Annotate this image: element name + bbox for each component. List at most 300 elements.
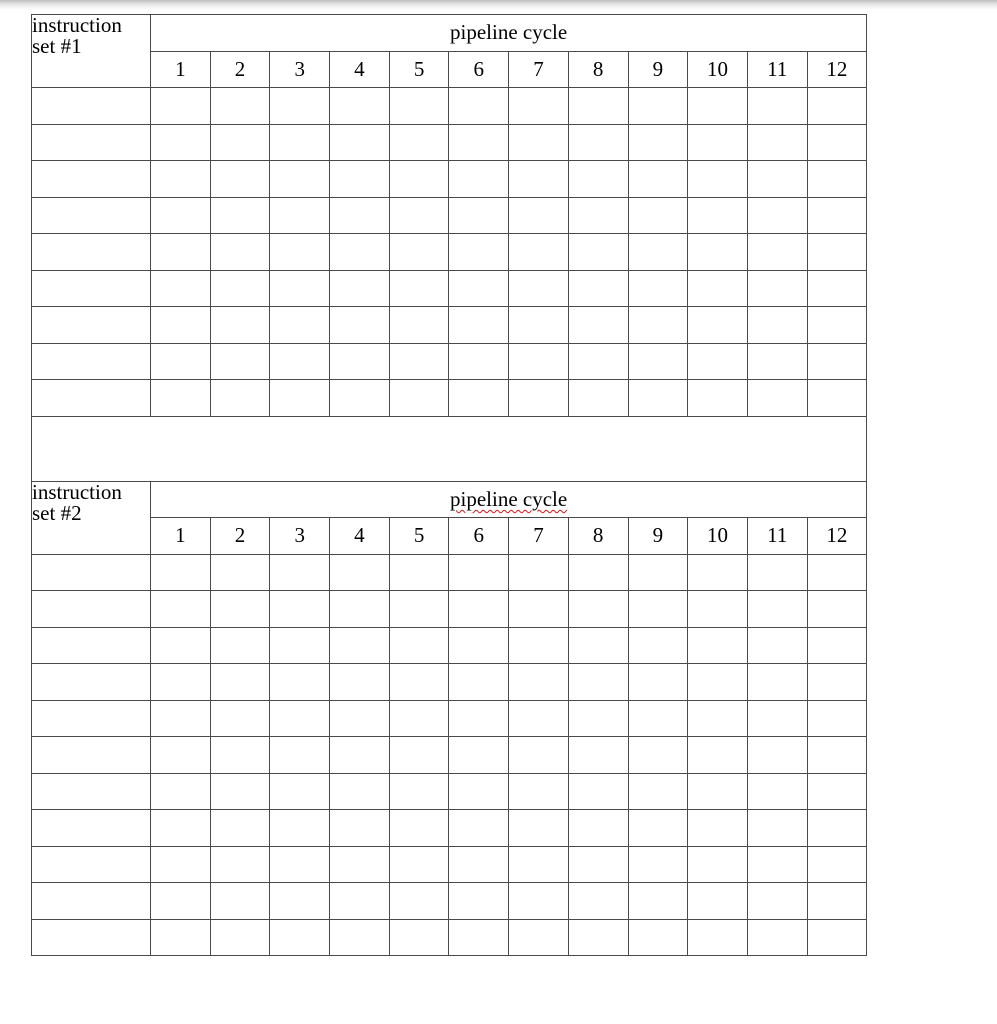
stage-cell[interactable] [449,234,509,271]
stage-cell[interactable] [628,554,688,591]
stage-cell[interactable] [210,554,270,591]
stage-cell[interactable] [568,846,628,883]
stage-cell[interactable] [509,161,569,198]
stage-cell[interactable] [628,919,688,956]
stage-cell[interactable] [210,737,270,774]
stage-cell[interactable] [389,270,449,307]
stage-cell[interactable] [151,883,211,920]
stage-cell[interactable] [449,773,509,810]
cycle-number-cell[interactable]: 3 [270,51,330,88]
stage-cell[interactable] [807,664,867,701]
stage-cell[interactable] [807,161,867,198]
stage-cell[interactable] [807,234,867,271]
stage-cell[interactable] [389,810,449,847]
instruction-cell[interactable] [32,554,151,591]
stage-cell[interactable] [389,737,449,774]
stage-cell[interactable] [151,700,211,737]
stage-cell[interactable] [747,846,807,883]
cycle-number-cell[interactable]: 5 [389,518,449,555]
stage-cell[interactable] [151,307,211,344]
stage-cell[interactable] [807,810,867,847]
stage-cell[interactable] [568,883,628,920]
instruction-cell[interactable] [32,737,151,774]
cycle-number-cell[interactable]: 8 [568,51,628,88]
stage-cell[interactable] [151,88,211,125]
stage-cell[interactable] [807,591,867,628]
stage-cell[interactable] [568,124,628,161]
stage-cell[interactable] [688,380,748,417]
stage-cell[interactable] [151,773,211,810]
set1-label-cell[interactable] [32,15,151,88]
stage-cell[interactable] [330,124,390,161]
stage-cell[interactable] [747,700,807,737]
stage-cell[interactable] [210,883,270,920]
stage-cell[interactable] [270,883,330,920]
instruction-cell[interactable] [32,270,151,307]
table-row [32,234,867,271]
stage-cell[interactable] [688,737,748,774]
stage-cell[interactable] [568,380,628,417]
stage-cell[interactable] [270,197,330,234]
stage-cell[interactable] [449,88,509,125]
stage-cell[interactable] [449,307,509,344]
stage-cell[interactable] [151,919,211,956]
stage-cell[interactable] [270,234,330,271]
stage-cell[interactable] [807,554,867,591]
stage-cell[interactable] [807,88,867,125]
stage-cell[interactable] [509,554,569,591]
stage-cell[interactable] [449,737,509,774]
stage-cell[interactable] [747,380,807,417]
stage-cell[interactable] [330,664,390,701]
cycle-number-cell[interactable]: 9 [628,51,688,88]
stage-cell[interactable] [807,700,867,737]
stage-cell[interactable] [747,270,807,307]
stage-cell[interactable] [389,88,449,125]
stage-cell[interactable] [688,88,748,125]
stage-cell[interactable] [628,380,688,417]
stage-cell[interactable] [688,773,748,810]
stage-cell[interactable] [330,197,390,234]
stage-cell[interactable] [330,234,390,271]
stage-cell[interactable] [807,307,867,344]
set2-label-cell[interactable] [32,481,151,554]
table-row [32,88,867,125]
stage-cell[interactable] [389,307,449,344]
stage-cell[interactable] [389,197,449,234]
stage-cell[interactable] [807,380,867,417]
stage-cell[interactable] [747,88,807,125]
stage-cell[interactable] [330,88,390,125]
stage-cell[interactable] [688,883,748,920]
stage-cell[interactable] [628,700,688,737]
stage-cell[interactable] [688,627,748,664]
stage-cell[interactable] [628,234,688,271]
stage-cell[interactable] [509,773,569,810]
stage-cell[interactable] [210,161,270,198]
stage-cell[interactable] [210,664,270,701]
stage-cell[interactable] [449,846,509,883]
stage-cell[interactable] [628,737,688,774]
stage-cell[interactable] [688,554,748,591]
stage-cell[interactable] [389,554,449,591]
stage-cell[interactable] [270,846,330,883]
stage-cell[interactable] [807,270,867,307]
cycle-number-cell[interactable]: 4 [330,51,390,88]
cycle-number-cell[interactable]: 11 [747,518,807,555]
stage-cell[interactable] [151,270,211,307]
instruction-cell[interactable] [32,700,151,737]
stage-cell[interactable] [568,197,628,234]
stage-cell[interactable] [151,161,211,198]
instruction-cell[interactable] [32,810,151,847]
stage-cell[interactable] [747,234,807,271]
stage-cell[interactable] [330,380,390,417]
cycle-number-cell[interactable]: 1 [151,518,211,555]
stage-cell[interactable] [628,270,688,307]
stage-cell[interactable] [628,161,688,198]
stage-cell[interactable] [151,124,211,161]
stage-cell[interactable] [449,197,509,234]
cycle-number-cell[interactable]: 5 [389,51,449,88]
stage-cell[interactable] [688,270,748,307]
stage-cell[interactable] [389,846,449,883]
stage-cell[interactable] [151,846,211,883]
instruction-cell[interactable] [32,773,151,810]
stage-cell[interactable] [688,846,748,883]
stage-cell[interactable] [330,700,390,737]
set2-label-line2: set #2 [32,500,82,525]
stage-cell[interactable] [688,591,748,628]
table-row [32,846,867,883]
stage-cell[interactable] [449,700,509,737]
stage-cell[interactable] [807,737,867,774]
stage-cell[interactable] [270,380,330,417]
instruction-cell[interactable] [32,380,151,417]
cycle-number-cell[interactable]: 10 [688,51,748,88]
stage-cell[interactable] [270,700,330,737]
stage-cell[interactable] [747,591,807,628]
stage-cell[interactable] [389,627,449,664]
stage-cell[interactable] [628,124,688,161]
stage-cell[interactable] [688,810,748,847]
stage-cell[interactable] [330,883,390,920]
stage-cell[interactable] [389,773,449,810]
stage-cell[interactable] [628,88,688,125]
stage-cell[interactable] [151,810,211,847]
stage-cell[interactable] [747,883,807,920]
stage-cell[interactable] [747,737,807,774]
set1-label-line1: instruction [32,14,122,37]
stage-cell[interactable] [151,343,211,380]
instruction-cell[interactable] [32,591,151,628]
stage-cell[interactable] [151,627,211,664]
instruction-cell[interactable] [32,664,151,701]
stage-cell[interactable] [270,124,330,161]
cycle-number-cell[interactable]: 2 [210,51,270,88]
stage-cell[interactable] [449,554,509,591]
stage-cell[interactable] [270,343,330,380]
stage-cell[interactable] [151,664,211,701]
stage-cell[interactable] [330,846,390,883]
stage-cell[interactable] [389,700,449,737]
stage-cell[interactable] [449,161,509,198]
stage-cell[interactable] [389,343,449,380]
stage-cell[interactable] [151,554,211,591]
instruction-cell[interactable] [32,343,151,380]
cycle-number-cell[interactable]: 8 [568,518,628,555]
stage-cell[interactable] [807,846,867,883]
table-row [32,161,867,198]
stage-cell[interactable] [509,591,569,628]
stage-cell[interactable] [807,627,867,664]
stage-cell[interactable] [210,700,270,737]
stage-cell[interactable] [151,591,211,628]
stage-cell[interactable] [389,124,449,161]
stage-cell[interactable] [568,554,628,591]
stage-cell[interactable] [210,234,270,271]
stage-cell[interactable] [270,591,330,628]
table-row [32,591,867,628]
stage-cell[interactable] [509,700,569,737]
stage-cell[interactable] [628,846,688,883]
stage-cell[interactable] [568,737,628,774]
stage-cell[interactable] [330,627,390,664]
cycle-number-cell[interactable]: 12 [807,518,867,555]
cycle-number-cell[interactable]: 6 [449,518,509,555]
stage-cell[interactable] [628,307,688,344]
stage-cell[interactable] [509,810,569,847]
stage-cell[interactable] [330,810,390,847]
stage-cell[interactable] [270,664,330,701]
cycle-number-cell[interactable]: 6 [449,51,509,88]
stage-cell[interactable] [449,883,509,920]
stage-cell[interactable] [509,307,569,344]
stage-cell[interactable] [270,88,330,125]
stage-cell[interactable] [449,343,509,380]
stage-cell[interactable] [688,919,748,956]
stage-cell[interactable] [628,883,688,920]
stage-cell[interactable] [151,197,211,234]
stage-cell[interactable] [509,234,569,271]
stage-cell[interactable] [330,737,390,774]
stage-cell[interactable] [210,627,270,664]
stage-cell[interactable] [509,883,569,920]
cycle-number-cell[interactable]: 11 [747,51,807,88]
stage-cell[interactable] [210,846,270,883]
instruction-cell[interactable] [32,197,151,234]
stage-cell[interactable] [210,270,270,307]
stage-cell[interactable] [330,591,390,628]
stage-cell[interactable] [509,124,569,161]
stage-cell[interactable] [628,664,688,701]
stage-cell[interactable] [151,234,211,271]
stage-cell[interactable] [270,737,330,774]
stage-cell[interactable] [210,307,270,344]
stage-cell[interactable] [628,773,688,810]
stage-cell[interactable] [568,161,628,198]
stage-cell[interactable] [568,773,628,810]
cycle-number-cell[interactable]: 10 [688,518,748,555]
stage-cell[interactable] [509,197,569,234]
stage-cell[interactable] [509,627,569,664]
stage-cell[interactable] [568,591,628,628]
stage-cell[interactable] [330,919,390,956]
stage-cell[interactable] [509,88,569,125]
table-row [32,773,867,810]
stage-cell[interactable] [210,88,270,125]
stage-cell[interactable] [807,883,867,920]
stage-cell[interactable] [210,773,270,810]
stage-cell[interactable] [807,919,867,956]
stage-cell[interactable] [270,773,330,810]
stage-cell[interactable] [449,270,509,307]
stage-cell[interactable] [330,773,390,810]
stage-cell[interactable] [389,380,449,417]
stage-cell[interactable] [210,343,270,380]
stage-cell[interactable] [270,161,330,198]
set2-title: pipeline cycle [450,486,568,511]
instruction-cell[interactable] [32,161,151,198]
stage-cell[interactable] [688,343,748,380]
stage-cell[interactable] [330,307,390,344]
stage-cell[interactable] [628,810,688,847]
stage-cell[interactable] [747,554,807,591]
stage-cell[interactable] [568,307,628,344]
stage-cell[interactable] [628,197,688,234]
stage-cell[interactable] [330,270,390,307]
stage-cell[interactable] [270,554,330,591]
stage-cell[interactable] [628,591,688,628]
instruction-cell[interactable] [32,919,151,956]
stage-cell[interactable] [389,591,449,628]
stage-cell[interactable] [449,627,509,664]
stage-cell[interactable] [747,773,807,810]
instruction-cell[interactable] [32,234,151,271]
set1-title-cell[interactable] [151,15,867,52]
stage-cell[interactable] [449,919,509,956]
stage-cell[interactable] [509,664,569,701]
stage-cell[interactable] [509,270,569,307]
cycle-number-cell[interactable]: 3 [270,518,330,555]
stage-cell[interactable] [389,234,449,271]
stage-cell[interactable] [210,591,270,628]
set2-title-cell[interactable] [151,481,867,518]
stage-cell[interactable] [688,234,748,271]
stage-cell[interactable] [389,883,449,920]
stage-cell[interactable] [210,810,270,847]
stage-cell[interactable] [628,343,688,380]
cycle-number-cell[interactable]: 2 [210,518,270,555]
cycle-number-cell[interactable]: 9 [628,518,688,555]
stage-cell[interactable] [688,197,748,234]
stage-cell[interactable] [449,664,509,701]
stage-cell[interactable] [747,161,807,198]
stage-cell[interactable] [210,380,270,417]
set1-header-row [32,15,867,52]
cycle-number-cell[interactable]: 12 [807,51,867,88]
instruction-cell[interactable] [32,846,151,883]
stage-cell[interactable] [688,700,748,737]
instruction-cell[interactable] [32,627,151,664]
stage-cell[interactable] [747,810,807,847]
stage-cell[interactable] [747,307,807,344]
stage-cell[interactable] [389,161,449,198]
stage-cell[interactable] [330,554,390,591]
stage-cell[interactable] [270,919,330,956]
stage-cell[interactable] [807,773,867,810]
stage-cell[interactable] [568,700,628,737]
stage-cell[interactable] [330,343,390,380]
instruction-cell[interactable] [32,307,151,344]
instruction-cell[interactable] [32,124,151,161]
stage-cell[interactable] [688,307,748,344]
stage-cell[interactable] [270,810,330,847]
stage-cell[interactable] [210,919,270,956]
stage-cell[interactable] [688,161,748,198]
stage-cell[interactable] [509,343,569,380]
stage-cell[interactable] [568,664,628,701]
stage-cell[interactable] [568,234,628,271]
pipeline-worksheet-table [31,14,867,956]
stage-cell[interactable] [389,664,449,701]
stage-cell[interactable] [807,197,867,234]
stage-cell[interactable] [509,919,569,956]
stage-cell[interactable] [568,270,628,307]
stage-cell[interactable] [747,919,807,956]
stage-cell[interactable] [270,627,330,664]
stage-cell[interactable] [509,737,569,774]
instruction-cell[interactable] [32,883,151,920]
cycle-number-cell[interactable]: 7 [509,51,569,88]
stage-cell[interactable] [151,737,211,774]
stage-cell[interactable] [270,270,330,307]
stage-cell[interactable] [747,627,807,664]
stage-cell[interactable] [389,919,449,956]
stage-cell[interactable] [568,343,628,380]
stage-cell[interactable] [688,124,748,161]
stage-cell[interactable] [568,627,628,664]
stage-cell[interactable] [807,124,867,161]
stage-cell[interactable] [747,197,807,234]
stage-cell[interactable] [747,343,807,380]
stage-cell[interactable] [509,846,569,883]
stage-cell[interactable] [807,343,867,380]
stage-cell[interactable] [509,380,569,417]
stage-cell[interactable] [449,380,509,417]
stage-cell[interactable] [449,591,509,628]
stage-cell[interactable] [628,627,688,664]
stage-cell[interactable] [449,124,509,161]
stage-cell[interactable] [210,197,270,234]
stage-cell[interactable] [210,124,270,161]
instruction-cell[interactable] [32,88,151,125]
stage-cell[interactable] [568,919,628,956]
stage-cell[interactable] [568,810,628,847]
stage-cell[interactable] [270,307,330,344]
stage-cell[interactable] [151,380,211,417]
stage-cell[interactable] [330,161,390,198]
stage-cell[interactable] [747,664,807,701]
spacer-cell[interactable] [32,416,867,481]
stage-cell[interactable] [449,810,509,847]
stage-cell[interactable] [688,664,748,701]
stage-cell[interactable] [747,124,807,161]
cycle-number-cell[interactable]: 7 [509,518,569,555]
stage-cell[interactable] [568,88,628,125]
cycle-number-cell[interactable]: 1 [151,51,211,88]
cycle-number-cell[interactable]: 4 [330,518,390,555]
